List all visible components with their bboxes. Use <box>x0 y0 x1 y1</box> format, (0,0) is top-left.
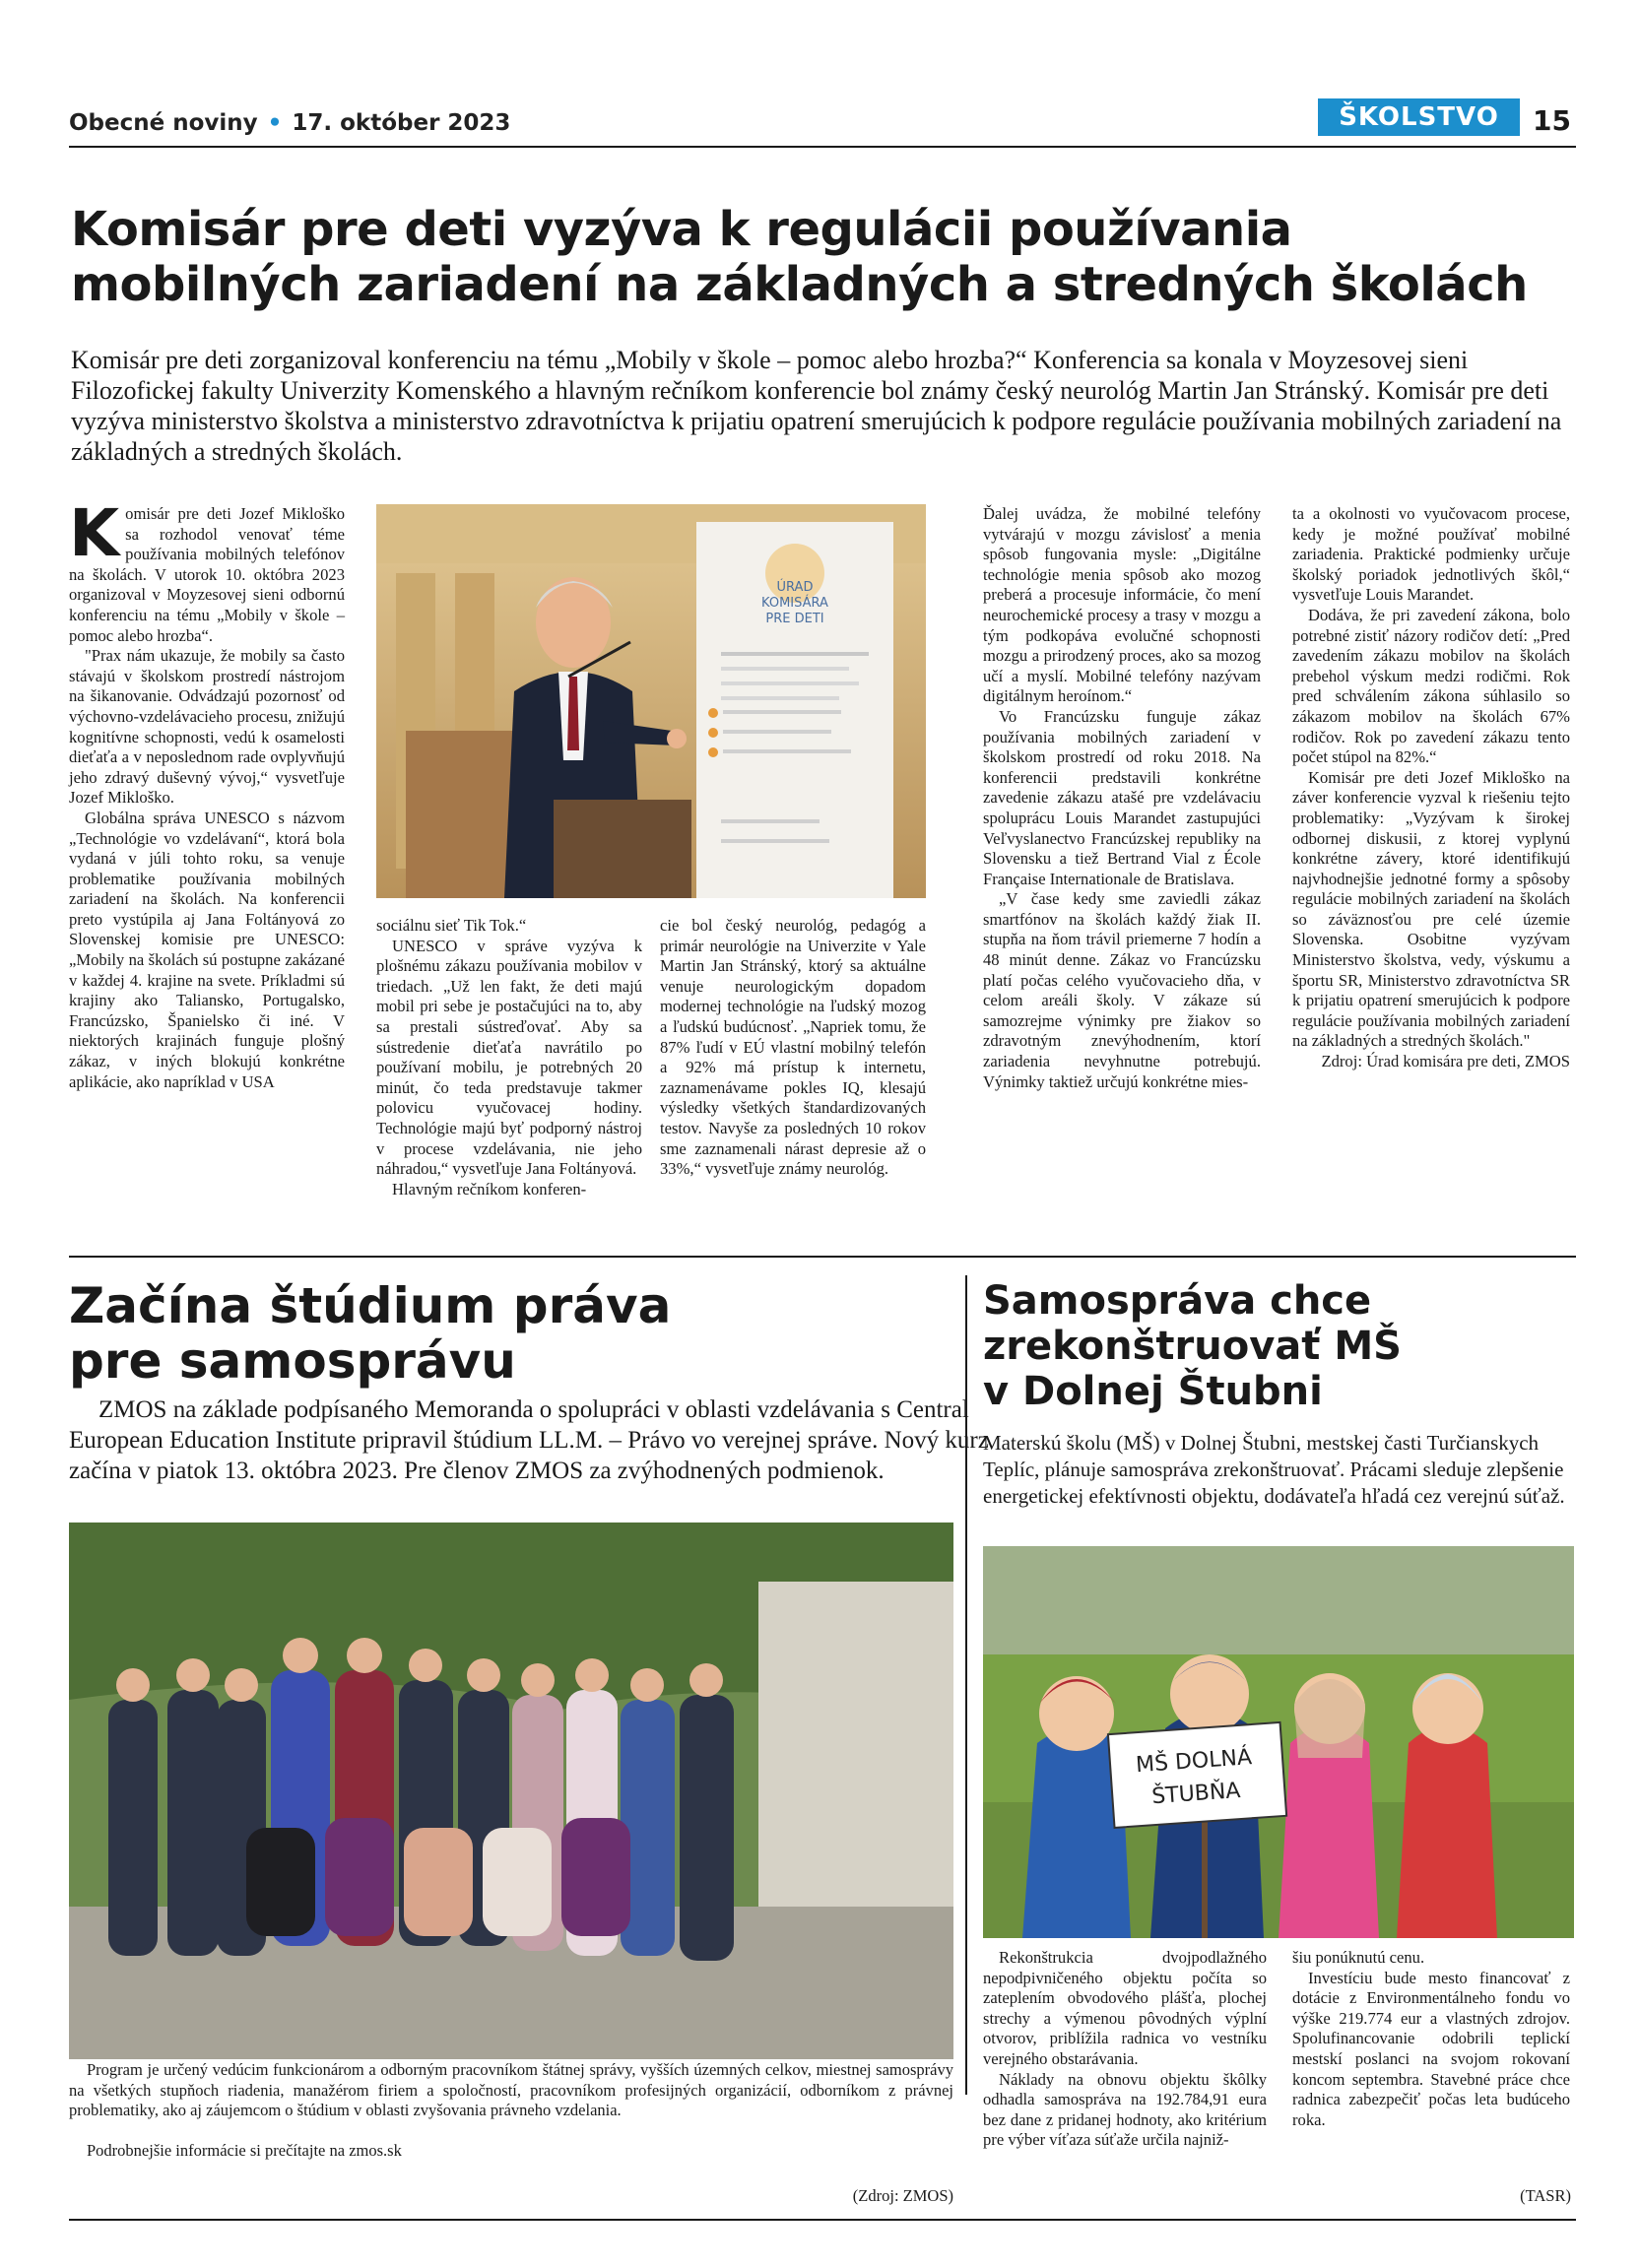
dropcap: K <box>69 495 120 571</box>
article1-col5-p2: Dodáva, že pri zavedení zákona, bolo potrebné zistiť názory rodičov detí: „Pred zavedením zákazu mobilov na školách prebehol výskum medzi rodičmi. Rok pred schválením zákona súhlasilo so zákazom mobilov na školách 67% rodičov. Rok po zavedení zákazu tento počet stúpol na 82%.“ <box>1292 605 1570 767</box>
article1-column-5 <box>1292 504 1570 1072</box>
kids-photo-art <box>983 1546 1574 1938</box>
article3-lead: Materskú školu (MŠ) v Dolnej Štubni, mestskej časti Turčianskych Teplíc, plánuje samospráva zrekonštruovať. Prácami sleduje zlepšenie energetickej efektívnosti objektu, dodávateľa hľadá cez verejnú súťaž. <box>983 1431 1565 1508</box>
article1-headline-line1: Komisár pre deti vyzýva k regulácii používania <box>71 202 1292 257</box>
article3-headline <box>983 1278 1554 1414</box>
article1-col5-p1: ta a okolnosti vo vyučovacom procese, kedy je možné používať mobilné zariadenia. Praktické podmienky určuje školský poriadok jednotlivých škôl,“ vysvetľuje Louis Marandet. <box>1292 504 1570 605</box>
bullet-dot: • <box>267 110 283 136</box>
article1-col4-p3: „V čase kedy sme zaviedli zákaz smartfónov na školách každý žiak II. stupňa na ňom trávil priemerne 7 hodín a 48 minút denne. Zákaz vo Francúzsku platí počas celého vyučovacieho dňa, v celom areáli školy. V zákaze sú samozrejme výnimky pre žiakov so zdravotným znevýhodnením, ktorí zariadenia nevyhnutne potrebujú. Výnimky taktiež určujú konkrétne mies- <box>983 889 1261 1091</box>
article3-col1-p1: Rekonštrukcia dvojpodlažného nepodpivničeného objektu počíta so zateplením obvodového plášťa, plochej strechy a výmenou pôvodných výplní otvorov, priblížila radnica vo vestníku verejného obstarávania. <box>983 1948 1267 2068</box>
article3-headline-line3: v Dolnej Štubni <box>983 1369 1323 1414</box>
footer-rule <box>69 2219 1576 2221</box>
conference-photo <box>376 504 926 898</box>
article2-body: Program je určený vedúcim funkcionárom a odborným pracovníkom štátnej správy, vyšších územných celkov, miestnej samosprávy na všetkých stupňoch riadenia, manažérom firiem a spoločností, pracovníkom profesijných organizácií, odborníkom z právnej problematiky, ako aj záujemcom o štúdium v oblasti zvyšovania právneho vzdelania. <box>69 2060 953 2120</box>
article3-source: (TASR) <box>1520 2186 1571 2205</box>
article1-column-4 <box>983 504 1261 1092</box>
issue-date: 17. október 2023 <box>292 110 511 136</box>
article3-headline-line2: zrekonštruovať MŠ <box>983 1324 1402 1369</box>
banner-line2: KOMISÁRA <box>761 596 828 611</box>
group-photo-art <box>69 1523 953 2059</box>
banner-line1: ÚRAD <box>776 580 814 595</box>
section-label: ŠKOLSTVO <box>1318 98 1520 136</box>
article1-col2-p1: sociálnu sieť Tik Tok.“ <box>376 916 527 935</box>
article1-col3-p1: cie bol český neurológ, pedagóg a primár neurológie na Univerzite v Yale Martin Jan Stránský, ktorý sa aktuálne venuje neurologickým dopadom modernej technológie na ľudský mozog a ľudskú budúcnosť. „Napriek tomu, že 87% ľudí v EÚ vlastní mobilný telefón a 92% má prístup k internetu, zaznamenávame pokles IQ, klesajú výsledky všetkých štandardizovaných testov. Navyše za posledných 10 rokov sme zaznamenali nárast depresie až o 33%,“ vysvetľuje známy neurológ. <box>660 916 926 1179</box>
article1-column-1 <box>69 495 345 1092</box>
article1-col1-p2: "Prax nám ukazuje, že mobily sa často stávajú v školskom prostredí nástrojom na šikanovanie. Odvádzajú pozornosť od výchovno-vzdelávacieho procesu, znižujú kognitívne schopnosti, vedú k osamelosti dieťaťa a v neposlednom rade ovplyvňujú jeho zdravý duševný vývoj,“ vysvetľuje Jozef Mikloško. <box>69 646 345 808</box>
page-number: 15 <box>1533 104 1571 137</box>
article1-col2-p2: UNESCO v správe vyzýva k plošnému zákazu používania mobilov v triedach. „Už len fakt, že deti majú mobil pri sebe je postačujúci na to, aby sa prestali sústreďovať. Aby sa sústredenie dieťaťa navrátilo po používaní mobilu, je potrebných 20 minút, čo teda predstavuje takmer polovicu vyučovacej hodiny. Technológie majú byť podporný nástroj v procese vzdelávania, nie jeho náhradou,“ vysvetľuje Jana Foltányová. <box>376 936 642 1179</box>
sign-line1: MŠ DOLNÁ <box>1135 1745 1253 1779</box>
article1-column-2 <box>376 916 642 1199</box>
article2-source: (Zdroj: ZMOS) <box>852 2186 953 2205</box>
article2-lead: ZMOS na základe podpísaného Memoranda o spolupráci v oblasti vzdelávania s Central European Education Institute pripravil štúdium LL.M. – Právo vo verejnej správe. Nový kurz začína v piatok 13. októbra 2023. Pre členov ZMOS za zvýhodnených podmienok. <box>69 1396 989 1484</box>
article1-col4-p2: Vo Francúzsku funguje zákaz používania mobilných zariadení v školskom prostredí od roku 2018. Na konferencii predstavili konkrétne zavedenie zákazu atašé pre vzdelávaciu spoluprácu Louis Marandet zastupujúci Veľvyslanectvo Francúzskej republiky na Slovensku a tiež Bertrand Vial z École Française Internationale de Bratislava. <box>983 706 1261 888</box>
article3-col2-p2: Investíciu bude mesto financovať z dotácie z Environmentálneho fondu vo výške 219.774 eur a vlastných zdrojov. Spolufinancovanie odobrili teplickí mestskí poslanci na svojom rokovaní koncom septembra. Stavebné práce chce radnica zabezpečiť počas leta budúceho roka. <box>1292 1968 1570 2129</box>
article1-col1-p1: omisár pre deti Jozef Mikloško sa rozhodol venovať téme používania mobilných telefónov na školách. V utorok 10. októbra 2023 organizoval v Moyzesovej sieni odbornú konferenciu na tému „Mobily v škole – pomoc alebo hrozba“. <box>69 504 345 645</box>
article3-column-1 <box>983 1948 1267 2151</box>
article2-more-info: Podrobnejšie informácie si prečítajte na zmos.sk <box>87 2141 402 2160</box>
conference-photo-art <box>376 504 926 898</box>
group-photo <box>69 1523 953 2059</box>
article2-headline <box>69 1278 680 1389</box>
article1-headline-line2: mobilných zariadení na základných a stredných školách <box>71 257 1528 312</box>
article1-col1-p3: Globálna správa UNESCO s názvom „Technológie vo vzdelávaní“, ktorá bola vydaná v júli tohto roku, sa venuje problematike používania mobilných zariadení na školách. Na konferencii preto vystúpila aj Jana Foltányová zo Slovenskej komisie pre UNESCO: „Mobily na školách sú postupne zakázané v každej 4. krajine na svete. Príkladmi sú krajiny ako Taliansko, Portugalsko, Francúzsko, Španielsko či iné. V niektorých krajinách funguje plošný zákaz, v iných blokujú konkrétne aplikácie, ako napríklad v USA <box>69 808 345 1091</box>
masthead <box>69 110 510 136</box>
article1-source: Zdroj: Úrad komisára pre deti, ZMOS <box>1321 1052 1570 1071</box>
article2-headline-line2: pre samosprávu <box>69 1332 516 1390</box>
article1-headline <box>71 202 1588 312</box>
group-people <box>108 1638 734 1961</box>
article1-col4-p1: Ďalej uvádza, že mobilné telefóny vytvárajú v mozgu závislosť a menia spôsob fungovania mysle: „Digitálne technológie menia spôsob ako mozog preberá a procesuje informácie, čo mení neurochemické procesy a trasy v mozgu a tým podkopáva evolučné schopnosti mozgu a prirodzený proces, ako sa mozog učí a myslí. Mobilné telefóny nazývam digitálnym heroínom.“ <box>983 504 1261 706</box>
article3-column-2 <box>1292 1948 1570 2130</box>
article1-lead: Komisár pre deti zorganizoval konferenciu na tému „Mobily v škole – pomoc alebo hrozba?“ Konferencia sa konala v Moyzesovej sieni Filozofickej fakulty Univerzity Komenského a hlavným rečníkom konferencie bol známy český neurológ Martin Jan Stránský. Komisár pre deti vyzýva ministerstvo školstva a ministerstvo zdravotníctva k prijatiu opatrení smerujúcich k podpore regulácie používania mobilných zariadení na základných a stredných školách. <box>71 346 1562 466</box>
sign-line2: ŠTUBŇA <box>1150 1778 1242 1810</box>
article1-column-3 <box>660 916 926 1180</box>
section-divider <box>69 1256 1576 1258</box>
banner-line3: PRE DETI <box>765 612 824 626</box>
article3-col1-p2: Náklady na obnovu objektu škôlky odhadla samospráva na 192.784,91 eura bez dane z pridanej hodnoty, ako kritérium pre výber víťaza súťaže určila najniž- <box>983 2069 1267 2150</box>
article1-col5-p3: Komisár pre deti Jozef Mikloško na záver konferencie vyzval k riešeniu tejto problematiky: „Vyzývam k širokej odbornej diskusii, z ktorej vyplynú konkrétne závery, ktoré identifikujú najvhodnejšie jednotné formy a spôsoby regulácie mobilných zariadení na školách so záväznosťou pre celé územie Slovenska. Osobitne vyzývam Ministerstvo školstva, vedy, výskumu a športu SR, Ministerstvo zdravotníctva SR k prijatiu opatrení smerujúcich k podpore regulácie používania mobilných zariadení na základných a stredných školách." <box>1292 767 1570 1051</box>
kids-photo <box>983 1546 1574 1938</box>
publication-name: Obecné noviny <box>69 110 258 136</box>
header-rule <box>69 146 1576 148</box>
article2-headline-line1: Začína štúdium práva <box>69 1277 672 1334</box>
article1-col2-p3: Hlavným rečníkom konferen- <box>392 1179 587 1199</box>
article3-headline-line1: Samospráva chce <box>983 1278 1372 1324</box>
article3-col2-p1: šiu ponúknutú cenu. <box>1292 1948 1425 1967</box>
